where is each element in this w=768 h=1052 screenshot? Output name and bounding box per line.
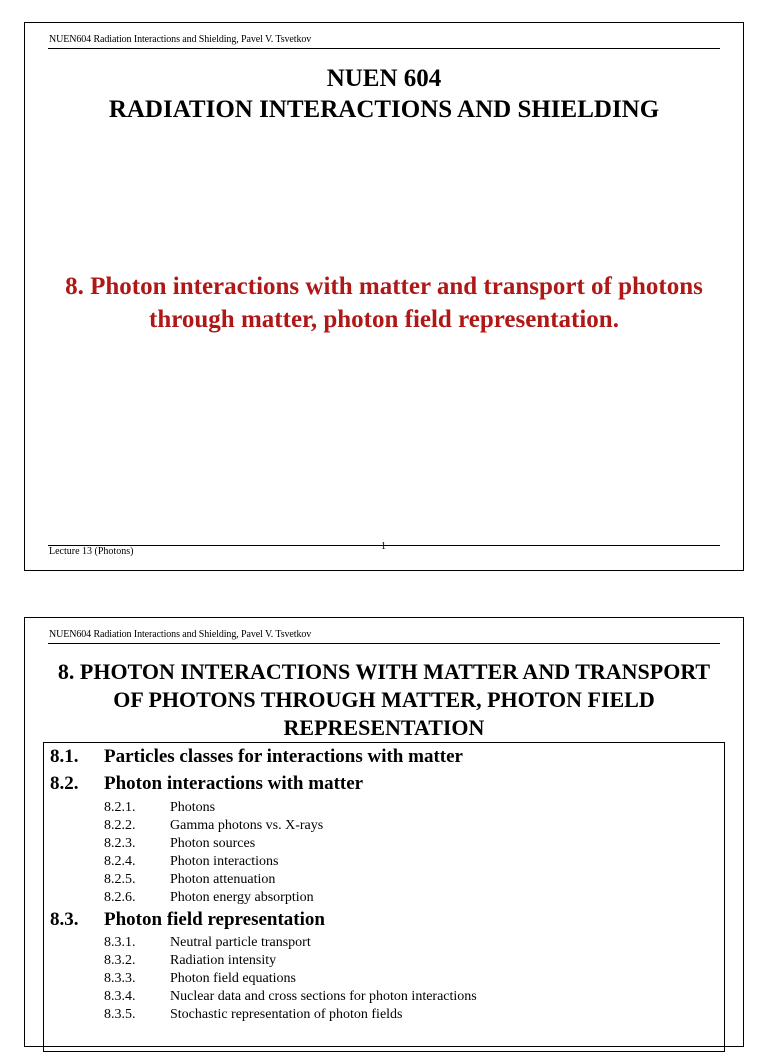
header-divider <box>48 643 720 644</box>
course-name: RADIATION INTERACTIONS AND SHIELDING <box>108 96 660 123</box>
toc-subsection <box>104 799 323 817</box>
toc-subsection-label: Neutral particle transport <box>170 935 311 950</box>
toc-subsection-number: 8.2.6. <box>104 890 136 905</box>
toc-subsection <box>104 871 323 889</box>
toc-subsection-list <box>104 934 477 1024</box>
toc-subsection-label: Stochastic representation of photon fields <box>170 1007 403 1022</box>
toc-subsection-label: Photon attenuation <box>170 872 276 887</box>
toc-section-number: 8.3. <box>50 909 79 930</box>
toc-subsection <box>104 835 323 853</box>
toc-subsection-list <box>104 799 323 907</box>
toc-subsection-label: Radiation intensity <box>170 953 277 968</box>
toc-subsection-number: 8.3.3. <box>104 971 136 986</box>
toc-subsection-label: Photon sources <box>170 836 256 851</box>
toc-subsection <box>104 934 477 952</box>
toc-subsection-number: 8.2.1. <box>104 800 136 815</box>
course-code: NUEN 604 <box>326 65 442 92</box>
slide-1 <box>24 22 744 571</box>
toc-section-number: 8.1. <box>50 746 79 767</box>
toc-section-label: Photon interactions with matter <box>104 773 364 794</box>
slide-title: 8. PHOTON INTERACTIONS WITH MATTER AND TRANSPORT OF PHOTONS THROUGH MATTER, PHOTON FIELD REPRESENTATION <box>57 659 711 740</box>
toc-subsection <box>104 1006 477 1024</box>
toc-section-label: Particles classes for interactions with matter <box>104 746 463 767</box>
toc-subsection <box>104 952 477 970</box>
slide-footer: Lecture 13 (Photons) <box>49 546 134 557</box>
slide-2 <box>24 617 744 1047</box>
page-number: 1 <box>381 541 386 552</box>
toc-subsection-number: 8.2.5. <box>104 872 136 887</box>
table-of-contents <box>43 742 725 1052</box>
toc-section-number: 8.2. <box>50 773 79 794</box>
toc-subsection-label: Photon field equations <box>170 971 296 986</box>
toc-section-label: Photon field representation <box>104 909 325 930</box>
toc-subsection-number: 8.2.4. <box>104 854 136 869</box>
toc-subsection <box>104 970 477 988</box>
slide-header: NUEN604 Radiation Interactions and Shielding, Pavel V. Tsvetkov <box>49 34 312 45</box>
toc-subsection-number: 8.3.4. <box>104 989 136 1004</box>
toc-subsection <box>104 988 477 1006</box>
toc-subsection <box>104 853 323 871</box>
toc-subsection-label: Photons <box>170 800 216 815</box>
toc-section <box>50 909 325 931</box>
toc-subsection-label: Photon energy absorption <box>170 890 314 905</box>
toc-subsection <box>104 889 323 907</box>
toc-subsection-number: 8.3.5. <box>104 1007 136 1022</box>
header-divider <box>48 48 720 49</box>
toc-subsection-number: 8.2.2. <box>104 818 136 833</box>
toc-subsection <box>104 817 323 835</box>
toc-subsection-label: Nuclear data and cross sections for photon interactions <box>170 989 477 1004</box>
lecture-topic: 8. Photon interactions with matter and transport of photons through matter, photon field representation. <box>65 273 703 333</box>
toc-subsection-label: Photon interactions <box>170 854 279 869</box>
toc-section <box>50 746 463 768</box>
toc-subsection-number: 8.3.2. <box>104 953 136 968</box>
toc-section <box>50 773 363 795</box>
slide-header: NUEN604 Radiation Interactions and Shielding, Pavel V. Tsvetkov <box>49 629 312 640</box>
toc-subsection-label: Gamma photons vs. X-rays <box>170 818 324 833</box>
toc-subsection-number: 8.3.1. <box>104 935 136 950</box>
toc-subsection-number: 8.2.3. <box>104 836 136 851</box>
